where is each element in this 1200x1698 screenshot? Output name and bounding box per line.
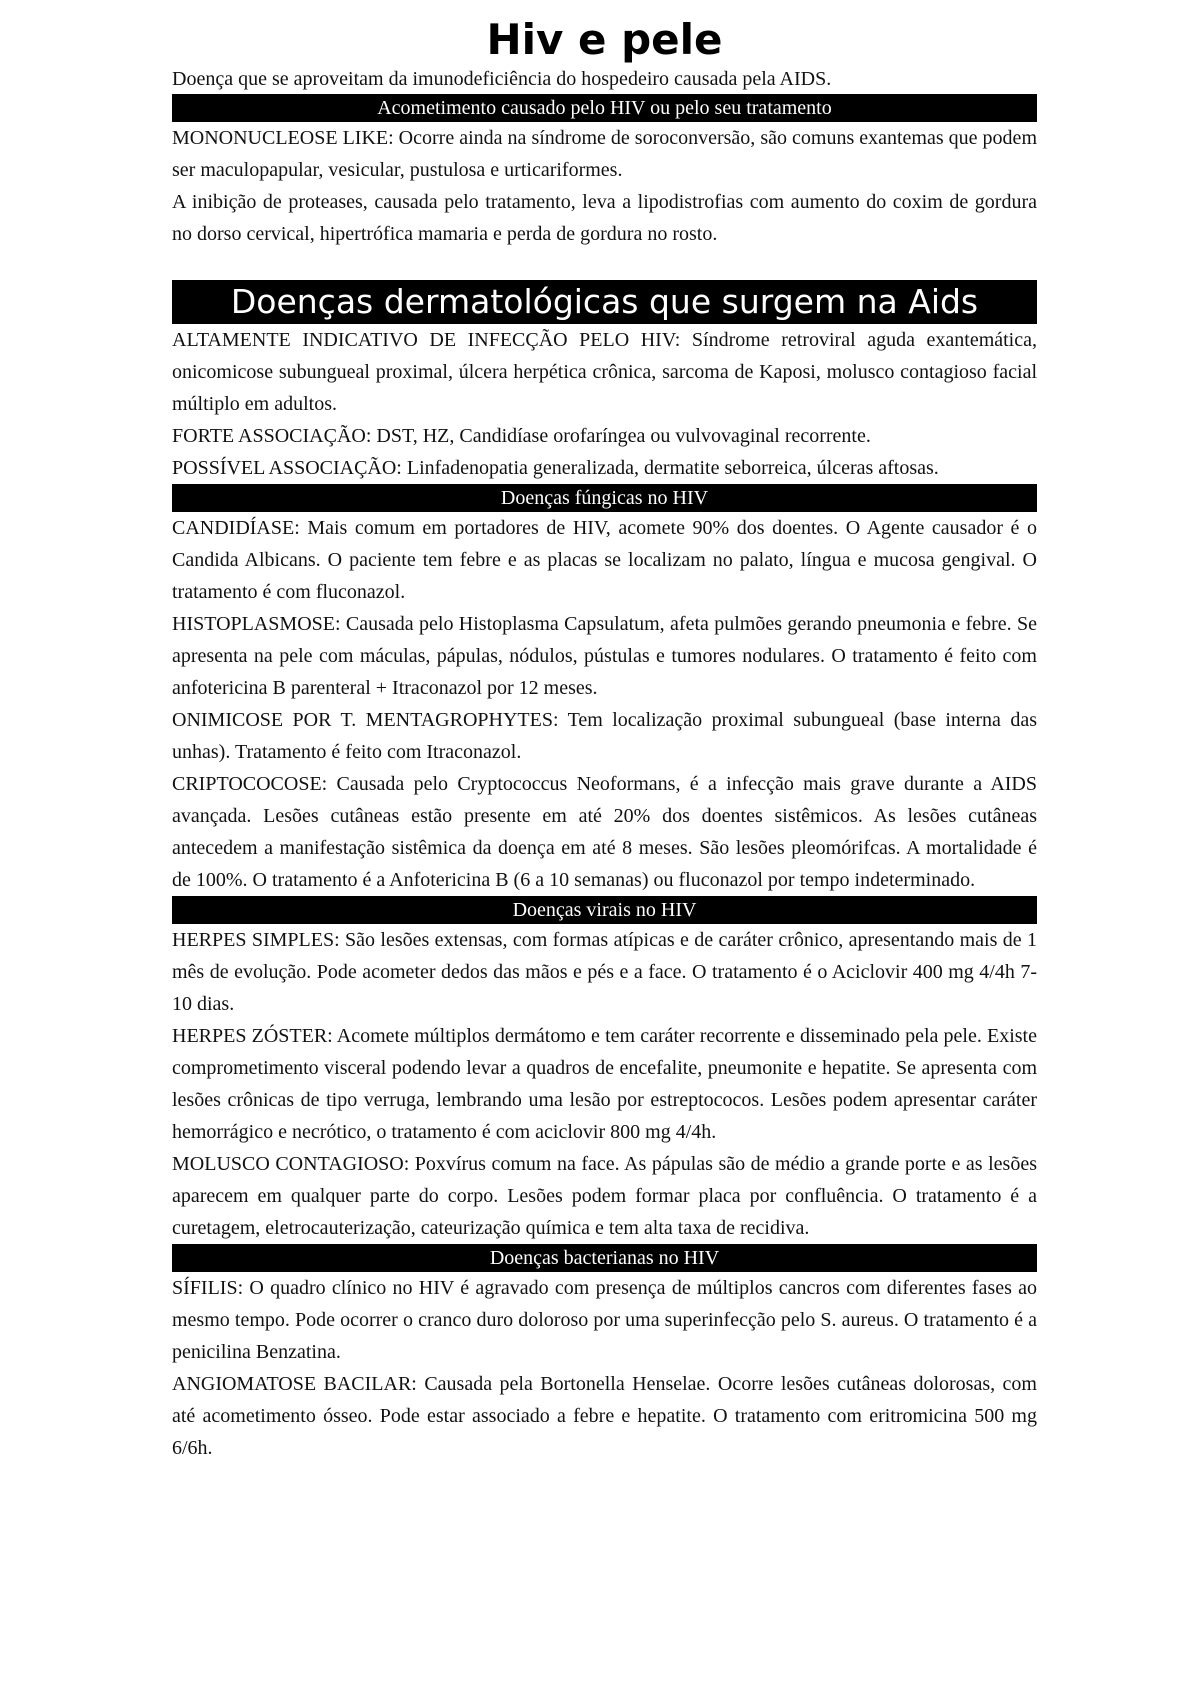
- paragraph-molusco: MOLUSCO CONTAGIOSO: Poxvírus comum na face. As pápulas são de médio a grande porte e as lesões aparecem em qualquer parte do corpo. Lesões podem formar placa por confluência. O tratamento é a curetagem, eletrocauterização, cateurização química e tem alta taxa de recidiva.: [172, 1153, 1037, 1239]
- paragraph-angiomatose: ANGIOMATOSE BACILAR: Causada pela Bortonella Henselae. Ocorre lesões cutâneas dolorosas, com até acometimento ósseo. Pode estar associado a febre e hepatite. O tratamento com eritromicina 500 mg 6/6h.: [172, 1373, 1037, 1459]
- paragraph-altamente-indicativo: ALTAMENTE INDICATIVO DE INFECÇÃO PELO HIV: Síndrome retroviral aguda exantemática, onicomicose subungueal proximal, úlcera herpética crônica, sarcoma de Kaposi, molusco contagioso facial múltiplo em adultos.: [172, 329, 1037, 415]
- spacer: [172, 250, 1037, 280]
- paragraph-criptococose: CRIPTOCOCOSE: Causada pelo Cryptococcus Neoformans, é a infecção mais grave durante a AIDS avançada. Lesões cutâneas estão presente em até 20% dos doentes sistêmicos. As lesões cutâneas antecedem a manifestação sistêmica da doença em até 8 meses. São lesões pleomórifcas. A mortalidade é de 100%. O tratamento é a Anfotericina B (6 a 10 semanas) ou fluconazol por tempo indeterminado.: [172, 773, 1037, 891]
- paragraph-sifilis: SÍFILIS: O quadro clínico no HIV é agravado com presença de múltiplos cancros com diferentes fases ao mesmo tempo. Pode ocorrer o cranco duro doloroso por uma superinfecção pelo S. aureus. O tratamento é a penicilina Benzatina.: [172, 1277, 1037, 1363]
- section-heading-dermatologic-diseases: Doenças dermatológicas que surgem na Aids: [172, 280, 1037, 324]
- paragraph-lipodistrofia: A inibição de proteases, causada pelo tratamento, leva a lipodistrofias com aumento do coxim de gordura no dorso cervical, hipertrófica mamaria e perda de gordura no rosto.: [172, 191, 1037, 245]
- section-heading-hiv-treatment: Acometimento causado pelo HIV ou pelo seu tratamento: [172, 94, 1037, 122]
- document-page: [172, 12, 1037, 1464]
- section-heading-fungal: Doenças fúngicas no HIV: [172, 484, 1037, 512]
- paragraph-herpes-simples: HERPES SIMPLES: São lesões extensas, com formas atípicas e de caráter crônico, apresentando mais de 1 mês de evolução. Pode acometer dedos das mãos e pés e a face. O tratamento é o Aciclovir 400 mg 4/4h 7-10 dias.: [172, 929, 1037, 1015]
- paragraph-possivel-associacao: POSSÍVEL ASSOCIAÇÃO: Linfadenopatia generalizada, dermatite seborreica, úlceras aftosas.: [172, 457, 939, 479]
- paragraph-herpes-zoster: HERPES ZÓSTER: Acomete múltiplos dermátomo e tem caráter recorrente e disseminado pela pele. Existe comprometimento visceral podendo levar a quadros de encefalite, pneumonite e hepatite. Se apresenta com lesões crônicas de tipo verruga, lembrando uma lesão por estreptococos. Lesões podem apresentar caráter hemorrágico e necrótico, o tratamento é com aciclovir 800 mg 4/4h.: [172, 1025, 1037, 1143]
- paragraph-mononucleose: MONONUCLEOSE LIKE: Ocorre ainda na síndrome de soroconversão, são comuns exantemas que podem ser maculopapular, vesicular, pustulosa e urticariformes.: [172, 127, 1037, 181]
- intro-text: Doença que se aproveitam da imunodeficiência do hospedeiro causada pela AIDS.: [172, 68, 832, 90]
- paragraph-onimicose: ONIMICOSE POR T. MENTAGROPHYTES: Tem localização proximal subungueal (base interna das unhas). Tratamento é feito com Itraconazol.: [172, 709, 1037, 763]
- paragraph-histoplasmose: HISTOPLASMOSE: Causada pelo Histoplasma Capsulatum, afeta pulmões gerando pneumonia e febre. Se apresenta na pele com máculas, pápulas, nódulos, pústulas e tumores nodulares. O tratamento é feito com anfotericina B parenteral + Itraconazol por 12 meses.: [172, 613, 1037, 699]
- paragraph-forte-associacao: FORTE ASSOCIAÇÃO: DST, HZ, Candidíase orofaríngea ou vulvovaginal recorrente.: [172, 425, 871, 447]
- paragraph-candidiase: CANDIDÍASE: Mais comum em portadores de HIV, acomete 90% dos doentes. O Agente causador é o Candida Albicans. O paciente tem febre e as placas se localizam no palato, língua e mucosa gengival. O tratamento é com fluconazol.: [172, 517, 1037, 603]
- page-title: Hiv e pele: [486, 15, 723, 64]
- section-heading-bacterial: Doenças bacterianas no HIV: [172, 1244, 1037, 1272]
- section-heading-viral: Doenças virais no HIV: [172, 896, 1037, 924]
